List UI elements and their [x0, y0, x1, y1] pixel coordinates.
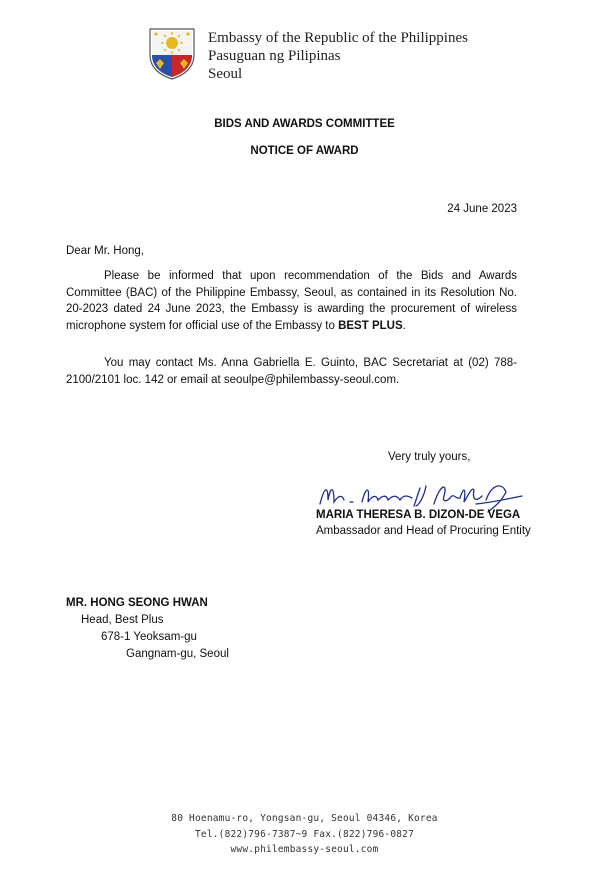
contact-text: You may contact Ms. Anna Gabriella E. Guinto, BAC Secretariat at (02) 788-2100/2101 loc. 142 or email at seoulpe@philembassy-seoul.com.: [66, 357, 517, 386]
body-text-end: .: [402, 319, 406, 332]
recipient-name: MR. HONG SEONG HWAN: [66, 597, 208, 609]
letter-date: 24 June 2023: [447, 203, 517, 215]
signer-block: [316, 507, 531, 539]
body-paragraph-1: [66, 268, 517, 334]
salutation: Dear Mr. Hong,: [66, 245, 144, 257]
recipient-position: Head, Best Plus: [81, 614, 164, 626]
recipient-address-2: Gangnam-gu, Seoul: [126, 648, 229, 660]
recipient-address-1: 678-1 Yeoksam-gu: [101, 631, 197, 643]
notice-title: NOTICE OF AWARD: [250, 145, 359, 157]
letterhead-line-3: Seoul: [208, 66, 243, 82]
closing: Very truly yours,: [388, 451, 471, 463]
body-paragraph-2: [66, 355, 517, 388]
signer-name: MARIA THERESA B. DIZON-DE VEGA: [316, 509, 521, 521]
embassy-seal-icon: [146, 25, 198, 81]
awardee-name: BEST PLUS: [338, 319, 403, 332]
committee-heading: BIDS AND AWARDS COMMITTEE: [214, 118, 395, 130]
footer-website[interactable]: www.philembassy-seoul.com: [230, 844, 379, 855]
signer-title: Ambassador and Head of Procuring Entity: [316, 525, 531, 537]
letterhead-line-1: Embassy of the Republic of the Philippines: [208, 30, 468, 46]
letterhead: [208, 29, 468, 83]
body-text: Please be informed that upon recommendation of the Bids and Awards Committee (BAC) of the Philippine Embassy, Seoul, as contained in its Resolution No. 20-2023 dated 24 June 2023, the Embassy is awarding the procurement of wireless microphone system for official use of the Embassy to: [66, 270, 517, 332]
letterhead-line-2: Pasuguan ng Pilipinas: [208, 48, 341, 64]
footer-address: 80 Hoenamu-ro, Yongsan-gu, Seoul 04346, Korea: [171, 813, 438, 824]
footer-phone: Tel.(822)796-7387~9 Fax.(822)796-0827: [194, 829, 415, 840]
